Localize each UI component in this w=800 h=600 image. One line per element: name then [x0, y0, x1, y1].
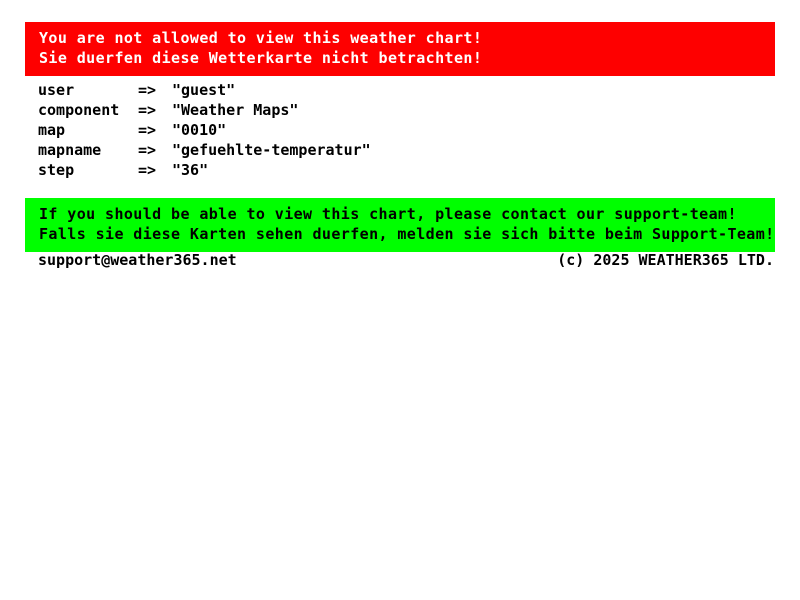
error-banner-line-de: Sie duerfen diese Wetterkarte nicht betrachten! — [39, 49, 483, 67]
detail-value-component: "Weather Maps" — [172, 101, 299, 119]
detail-arrow-component: => — [138, 101, 157, 119]
copyright-text: (c) 2025 WEATHER365 LTD. — [557, 251, 774, 269]
detail-row-step — [38, 160, 371, 180]
detail-row-mapname — [38, 140, 371, 160]
detail-arrow-step: => — [138, 161, 157, 179]
error-banner — [25, 22, 775, 76]
detail-arrow-map: => — [138, 121, 157, 139]
info-banner-line-en: If you should be able to view this chart, please contact our support-team! — [39, 205, 737, 223]
detail-key-step: step — [38, 161, 75, 179]
detail-key-map: map — [38, 121, 66, 139]
detail-arrow-mapname: => — [138, 141, 157, 159]
footer — [38, 250, 774, 270]
detail-row-component — [38, 100, 371, 120]
detail-arrow-user: => — [138, 81, 157, 99]
detail-value-user: "guest" — [172, 81, 236, 99]
info-banner-line-de: Falls sie diese Karten sehen duerfen, melden sie sich bitte beim Support-Team! — [39, 225, 775, 243]
detail-row-user — [38, 80, 371, 100]
support-email-link[interactable]: support@weather365.net — [38, 251, 237, 269]
detail-key-component: component — [38, 101, 120, 119]
detail-value-mapname: "gefuehlte-temperatur" — [172, 141, 371, 159]
error-banner-line-en: You are not allowed to view this weather chart! — [39, 29, 483, 47]
detail-value-step: "36" — [172, 161, 209, 179]
detail-key-user: user — [38, 81, 75, 99]
detail-key-mapname: mapname — [38, 141, 102, 159]
detail-list — [38, 80, 371, 180]
detail-row-map — [38, 120, 371, 140]
detail-value-map: "0010" — [172, 121, 227, 139]
info-banner — [25, 198, 775, 252]
